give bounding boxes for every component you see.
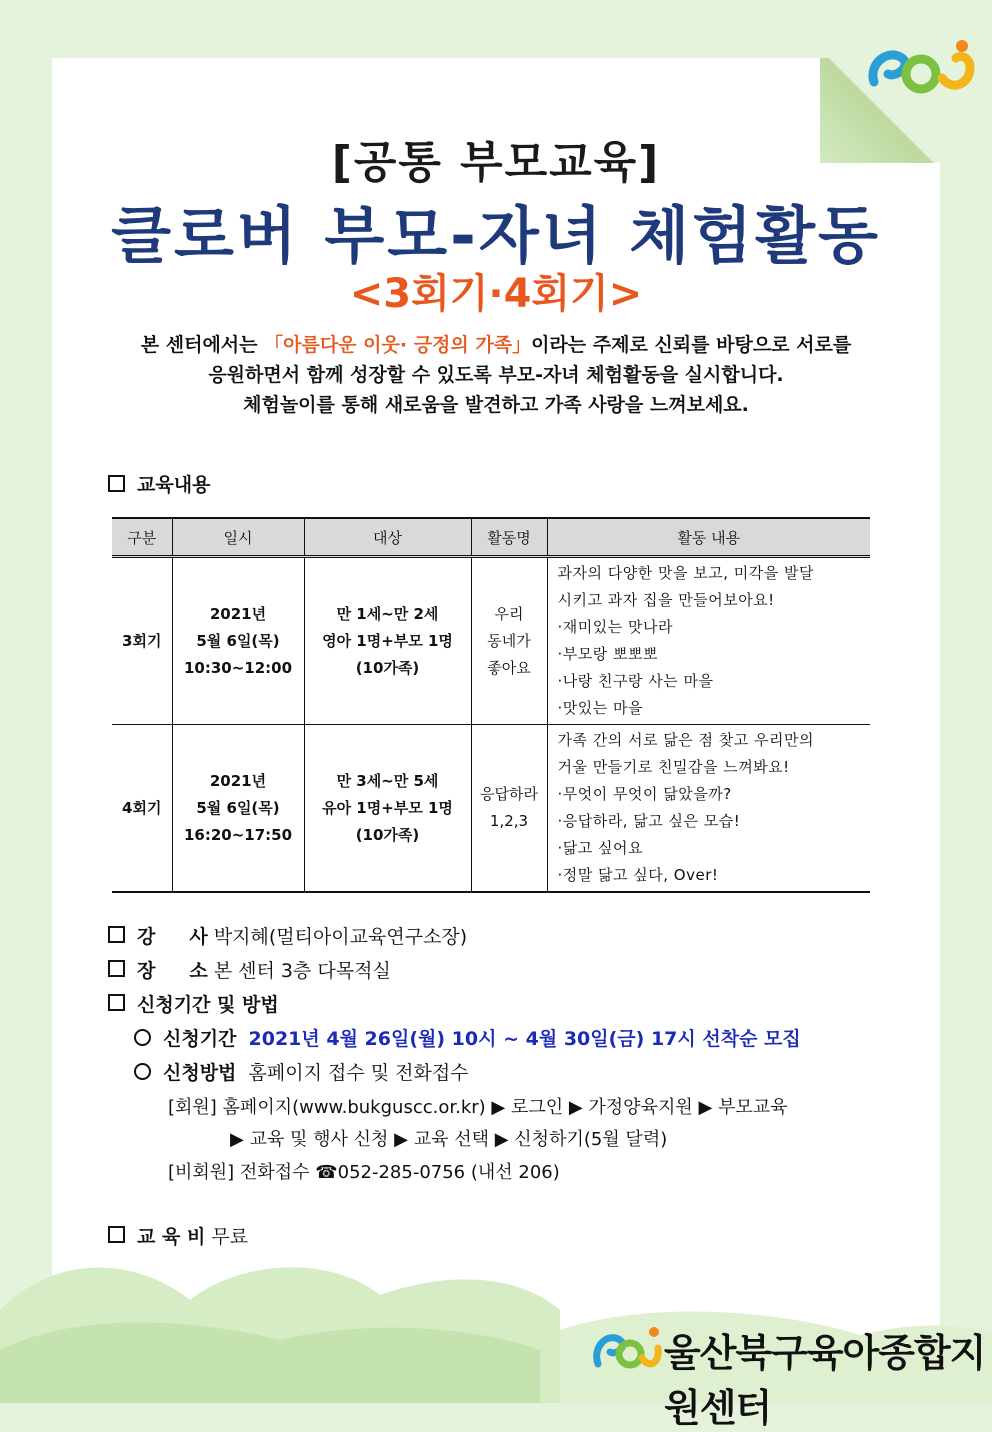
- date-line: 10:30~12:00: [183, 658, 293, 677]
- method-value: 홈페이지 접수 및 전화접수: [248, 1062, 469, 1084]
- session-cell: 4회기: [112, 725, 172, 893]
- intro-line-3: 체험놀이를 통해 새로움을 발견하고 가족 사랑을 느껴보세요.: [243, 394, 749, 416]
- target-line: (10가족): [355, 658, 420, 677]
- education-heading-text: 교육내용: [137, 474, 211, 496]
- intro-line-1-pre: 본 센터에서는: [140, 334, 265, 356]
- intro-line-1: [60, 330, 932, 360]
- table-header-row: [112, 518, 870, 557]
- content-line: ·맛있는 마을: [557, 699, 643, 717]
- content-line: ·나랑 친구랑 사는 마을: [557, 672, 714, 690]
- target-line: 만 3세~만 5세: [336, 771, 439, 790]
- target-line: 만 1세~만 2세: [336, 604, 439, 623]
- activity-line: 좋아요: [487, 658, 531, 677]
- table-header: 일시: [172, 518, 304, 557]
- date-line: 2021년: [209, 604, 267, 623]
- intro-paragraph: [60, 330, 932, 420]
- member-line-1: [회원] 홈페이지(www.bukguscc.or.kr) ▶ 로그인 ▶ 가정양육지원 ▶ 부모교육: [168, 1097, 788, 1118]
- activity-line: 1,2,3: [489, 812, 529, 830]
- instructor-row: [108, 922, 467, 949]
- fee-label: 교 육 비: [137, 1226, 206, 1248]
- period-label: 신청기간: [163, 1028, 237, 1050]
- content-line: 거울 만들기로 친밀감을 느껴봐요!: [557, 758, 790, 776]
- date-cell: [172, 557, 304, 725]
- title-line-3: <3회기·4회기>: [349, 271, 643, 317]
- instructor-label-b: 사: [189, 926, 208, 948]
- date-line: 5월 6일(목): [196, 631, 280, 650]
- activity-name-cell: [471, 557, 547, 725]
- org-name: 울산북구육아종합지원센터: [664, 1331, 986, 1430]
- education-heading: [108, 470, 210, 497]
- activity-line: 응답하라: [480, 785, 538, 803]
- logo-mark-icon: [592, 1318, 662, 1380]
- target-line: 유아 1명+부모 1명: [322, 798, 453, 817]
- date-cell: [172, 725, 304, 893]
- content-line: ·정말 닮고 싶다, Over!: [557, 866, 719, 884]
- table-header: 구분: [112, 518, 172, 557]
- title-line-2: 클로버 부모-자녀 체험활동: [111, 199, 881, 272]
- instructor-label-a: 강: [137, 926, 156, 948]
- session-cell: 3회기: [112, 557, 172, 725]
- date-line: 5월 6일(목): [196, 798, 280, 817]
- application-method-row: [134, 1058, 469, 1085]
- place-value: 본 센터 3층 다목적실: [213, 960, 391, 982]
- place-label-b: 소: [189, 960, 208, 982]
- logo-mark-icon: [866, 34, 976, 102]
- member-line-2: ▶ 교육 및 행사 신청 ▶ 교육 선택 ▶ 신청하기(5월 달력): [230, 1129, 668, 1150]
- fee-row: [108, 1222, 248, 1249]
- square-bullet-icon: [108, 960, 125, 977]
- schedule-table: [112, 517, 870, 893]
- circle-bullet-icon: [134, 1063, 151, 1080]
- period-value: 2021년 4월 26일(월) 10시 ~ 4월 30일(금) 17시 선착순 모집: [248, 1028, 801, 1050]
- square-bullet-icon: [108, 1226, 125, 1243]
- table-row: [112, 725, 870, 893]
- place-row: [108, 956, 391, 983]
- place-label-a: 장: [137, 960, 156, 982]
- nonmember-line: [비회원] 전화접수 ☎052-285-0756 (내선 206): [168, 1162, 560, 1183]
- application-heading: [108, 990, 279, 1017]
- circle-bullet-icon: [134, 1029, 151, 1046]
- intro-line-2: 응원하면서 함께 성장할 수 있도록 부모-자녀 체험활동을 실시합니다.: [208, 364, 784, 386]
- date-line: 2021년: [209, 771, 267, 790]
- activity-content-cell: [547, 557, 870, 725]
- content-line: 과자의 다양한 맛을 보고, 미각을 발달: [557, 564, 814, 582]
- instructor-value: 박지혜(멀티아이교육연구소장): [213, 926, 468, 948]
- content-line: ·무엇이 무엇이 닮았을까?: [557, 785, 732, 803]
- target-line: (10가족): [355, 825, 420, 844]
- table-row: [112, 557, 870, 725]
- square-bullet-icon: [108, 475, 125, 492]
- content-line: ·부모랑 뽀뽀뽀: [557, 645, 658, 663]
- content-line: ·닮고 싶어요: [557, 839, 643, 857]
- content-line: 시키고 과자 집을 만들어보아요!: [557, 591, 775, 609]
- activity-line: 동네가: [487, 631, 531, 650]
- intro-highlight: 「아름다운 이웃· 긍정의 가족」: [264, 334, 532, 356]
- table-header: 대상: [304, 518, 471, 557]
- content-line: ·재미있는 맛나라: [557, 618, 673, 636]
- content-line: 가족 간의 서로 닮은 점 찾고 우리만의: [557, 731, 814, 749]
- activity-content-cell: [547, 725, 870, 893]
- table-header: 활동명: [471, 518, 547, 557]
- content-line: ·응답하라, 닮고 싶은 모습!: [557, 812, 741, 830]
- square-bullet-icon: [108, 994, 125, 1011]
- date-line: 16:20~17:50: [183, 825, 293, 844]
- target-cell: [304, 725, 471, 893]
- target-line: 영아 1명+부모 1명: [322, 631, 453, 650]
- activity-line: 우리: [494, 604, 524, 623]
- application-heading-text: 신청기간 및 방법: [137, 994, 279, 1016]
- intro-line-1-post: 이라는 주제로 신뢰를 바탕으로 서로를: [531, 334, 852, 356]
- fee-value: 무료: [211, 1226, 249, 1248]
- application-period-row: [134, 1024, 801, 1051]
- square-bullet-icon: [108, 926, 125, 943]
- table-header: 활동 내용: [547, 518, 870, 557]
- title-line-1: [공통 부모교육]: [331, 137, 661, 188]
- activity-name-cell: [471, 725, 547, 893]
- target-cell: [304, 557, 471, 725]
- method-label: 신청방법: [163, 1062, 237, 1084]
